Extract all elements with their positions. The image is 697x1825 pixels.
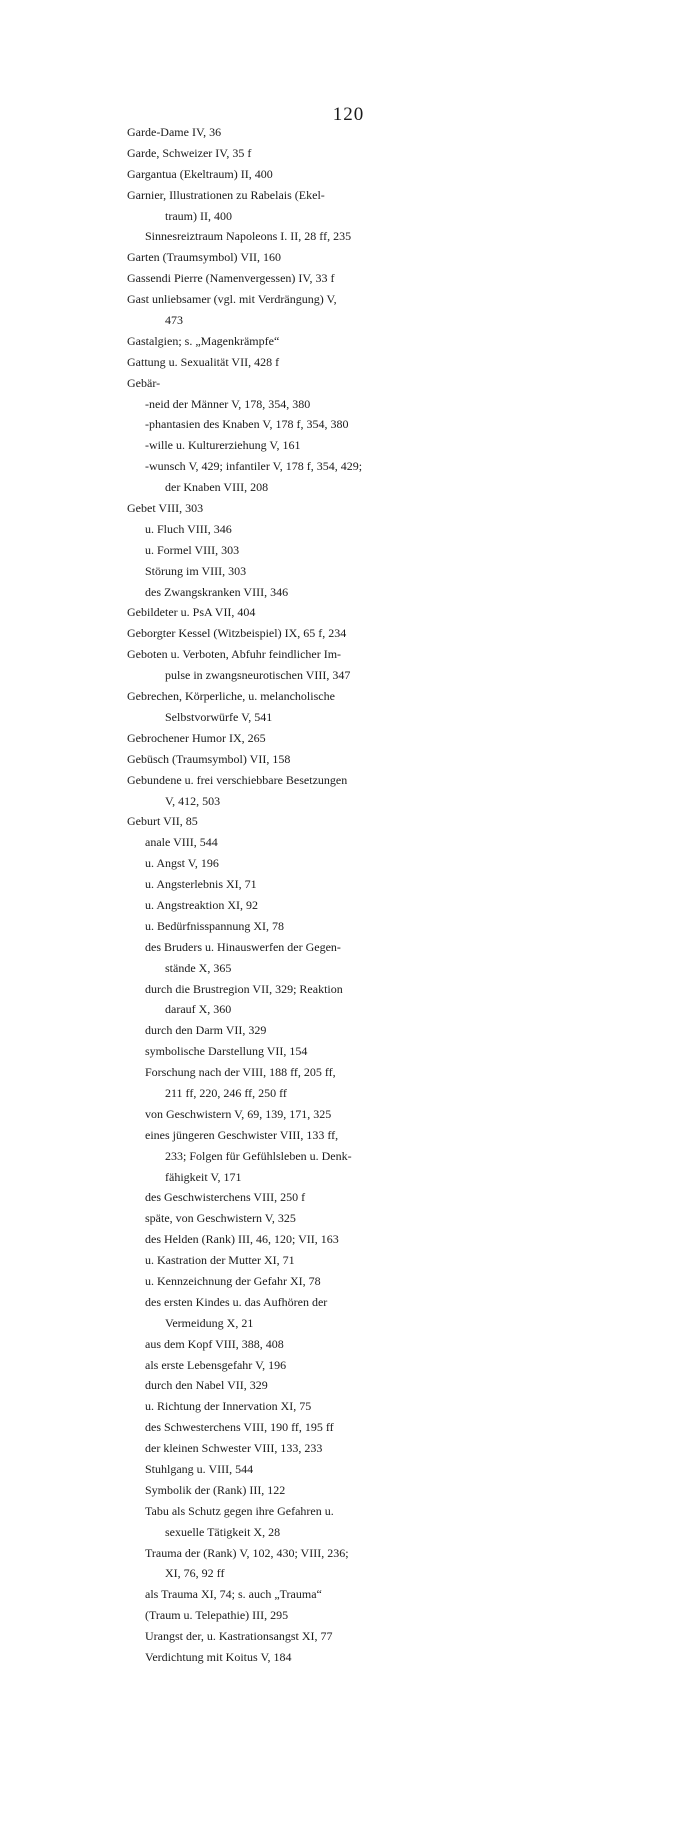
index-subentry: des Bruders u. Hinauswerfen der Gegen- [145, 939, 341, 954]
index-entry: Gebär- [127, 375, 161, 390]
index-subentry: späte, von Geschwistern V, 325 [145, 1211, 296, 1226]
index-entry: Gebet VIII, 303 [127, 501, 204, 516]
index-subentry: eines jüngeren Geschwister VIII, 133 ff, [145, 1127, 339, 1142]
index-entry: Geborgter Kessel (Witzbeispiel) IX, 65 f, 234 [127, 626, 347, 641]
index-entry: Gebundene u. frei verschiebbare Besetzungen [127, 772, 348, 787]
index-subentry: als Trauma XI, 74; s. auch „Trauma“ [145, 1587, 322, 1602]
index-subentry: Vermeidung X, 21 [165, 1315, 254, 1330]
index-subentry: -neid der Männer V, 178, 354, 380 [145, 396, 311, 411]
index-subentry: Sinnesreiztraum Napoleons I. II, 28 ff, 235 [145, 229, 352, 244]
index-entry: Gebildeter u. PsA VII, 404 [127, 605, 256, 620]
index-subentry: -wille u. Kulturerziehung V, 161 [145, 438, 301, 453]
index-entry: Garde-Dame IV, 36 [127, 125, 222, 139]
index-subentry: u. Bedürfnisspannung XI, 78 [145, 918, 284, 933]
index-subentry: u. Kennzeichnung der Gefahr XI, 78 [145, 1273, 321, 1288]
index-subentry: Urangst der, u. Kastrationsangst XI, 77 [145, 1629, 333, 1644]
index-subentry: fähigkeit V, 171 [165, 1169, 242, 1184]
index-subentry: u. Angsterlebnis XI, 71 [145, 877, 257, 892]
index-subentry: Tabu als Schutz gegen ihre Gefahren u. [145, 1503, 334, 1518]
index-subentry: symbolische Darstellung VII, 154 [145, 1044, 308, 1059]
index-entry: Geburt VII, 85 [127, 814, 198, 829]
index-subentry: sexuelle Tätigkeit X, 28 [165, 1524, 281, 1539]
index-subentry: 473 [165, 313, 183, 328]
index-subentry: Forschung nach der VIII, 188 ff, 205 ff, [145, 1065, 336, 1080]
index-subentry: 233; Folgen für Gefühlsleben u. Denk- [165, 1148, 352, 1163]
index-subentry: -wunsch V, 429; infantiler V, 178 f, 354, 429; [145, 459, 363, 474]
index-subentry: XI, 76, 92 ff [165, 1566, 225, 1581]
index-subentry: anale VIII, 544 [145, 835, 218, 850]
page-number: 120 [332, 104, 365, 125]
index-subentry: als erste Lebensgefahr V, 196 [145, 1357, 287, 1372]
index-subentry: u. Richtung der Innervation XI, 75 [145, 1399, 312, 1414]
index-subentry: Störung im VIII, 303 [145, 563, 247, 578]
index-subentry: des Geschwisterchens VIII, 250 f [145, 1190, 306, 1205]
index-subentry: darauf X, 360 [165, 1002, 232, 1017]
index-subentry: des Schwesterchens VIII, 190 ff, 195 ff [145, 1420, 334, 1435]
index-subentry: V, 412, 503 [165, 793, 221, 808]
index-subentry: u. Kastration der Mutter XI, 71 [145, 1253, 295, 1268]
index-subentry: u. Fluch VIII, 346 [145, 521, 232, 536]
index-subentry: aus dem Kopf VIII, 388, 408 [145, 1336, 284, 1351]
index-subentry: pulse in zwangsneurotischen VIII, 347 [165, 668, 351, 683]
index-entry: Gebrochener Humor IX, 265 [127, 730, 266, 745]
index-entry: Gastalgien; s. „Magenkrämpfe“ [127, 333, 280, 348]
index-entry: Gargantua (Ekeltraum) II, 400 [127, 166, 273, 181]
index-subentry: (Traum u. Telepathie) III, 295 [145, 1608, 289, 1623]
index-entry: Garten (Traumsymbol) VII, 160 [127, 250, 281, 265]
index-entry: Geboten u. Verboten, Abfuhr feindlicher Im- [127, 647, 342, 662]
index-entry: Garnier, Illustrationen zu Rabelais (Ekel- [127, 187, 325, 202]
index-subentry: durch die Brustregion VII, 329; Reaktion [145, 981, 343, 996]
index-subentry: traum) II, 400 [165, 208, 232, 223]
index-subentry: Symbolik der (Rank) III, 122 [145, 1482, 286, 1497]
index-entries [0, 122, 697, 1668]
index-subentry: u. Angst V, 196 [145, 856, 219, 871]
index-subentry: Trauma der (Rank) V, 102, 430; VIII, 236; [145, 1545, 349, 1560]
index-subentry: Selbstvorwürfe V, 541 [165, 709, 273, 724]
index-subentry: -phantasien des Knaben V, 178 f, 354, 380 [145, 417, 349, 432]
index-entry: Gebüsch (Traumsymbol) VII, 158 [127, 751, 291, 766]
index-entry: Gast unliebsamer (vgl. mit Verdrängung) V, [127, 292, 337, 307]
index-subentry: des ersten Kindes u. das Aufhören der [145, 1294, 328, 1309]
index-entry: Gattung u. Sexualität VII, 428 f [127, 354, 280, 369]
index-subentry: u. Formel VIII, 303 [145, 542, 240, 557]
index-subentry: des Zwangskranken VIII, 346 [145, 584, 289, 599]
index-entry: Gebrechen, Körperliche, u. melancholische [127, 689, 335, 704]
index-subentry: u. Angstreaktion XI, 92 [145, 897, 258, 912]
index-entry: Gassendi Pierre (Namenvergessen) IV, 33 f [127, 271, 335, 286]
index-subentry: 211 ff, 220, 246 ff, 250 ff [165, 1085, 287, 1100]
index-subentry: Verdichtung mit Koitus V, 184 [145, 1650, 292, 1665]
index-subentry: der kleinen Schwester VIII, 133, 233 [145, 1441, 323, 1456]
index-subentry: durch den Darm VII, 329 [145, 1023, 267, 1038]
index-subentry: durch den Nabel VII, 329 [145, 1378, 268, 1393]
index-subentry: von Geschwistern V, 69, 139, 171, 325 [145, 1106, 332, 1121]
index-subentry: der Knaben VIII, 208 [165, 480, 269, 495]
index-subentry: stände X, 365 [165, 960, 232, 975]
index-entry: Garde, Schweizer IV, 35 f [127, 145, 252, 160]
index-subentry: Stuhlgang u. VIII, 544 [145, 1462, 254, 1476]
index-subentry: des Helden (Rank) III, 46, 120; VII, 163 [145, 1232, 339, 1247]
